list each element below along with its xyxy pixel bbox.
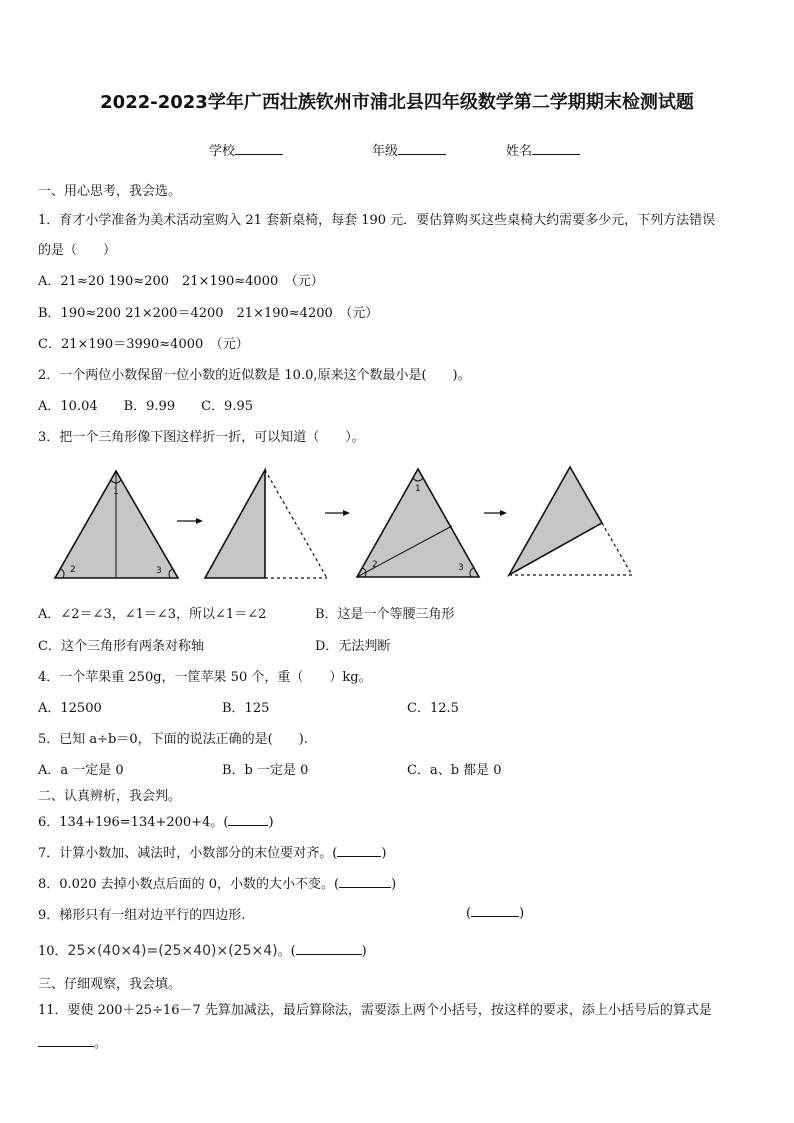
school-blank[interactable]	[235, 142, 283, 155]
q3-stem: 3．把一个三角形像下图这样折一折，可以知道（ ）。	[38, 430, 365, 445]
q11-stem-line1: 11．要使 200＋25÷16－7 先算加减法，最后算除法，需要添上两个小括号，按这样的要求，添上小括号后的算式是	[38, 1003, 712, 1018]
grade-label: 年级	[372, 144, 399, 159]
arrow-3-head	[500, 510, 507, 516]
q3-option-b[interactable]: B．这是一个等腰三角形	[315, 607, 455, 622]
q9-open-paren: (	[466, 906, 472, 921]
section-3-heading: 三、仔细观察，我会填。	[38, 977, 182, 992]
name-label: 姓名	[506, 144, 533, 159]
q7-text: 7．计算小数加、减法时，小数部分的末位要对齐。(	[38, 846, 338, 861]
triangle-3-label-3: 3	[458, 563, 464, 573]
q9-answer-blank[interactable]	[471, 904, 519, 917]
triangle-1-label-2: 2	[70, 565, 76, 575]
q1-option-c[interactable]: C．21×190＝3990≈4000 （元）	[38, 337, 249, 352]
q9-answer	[466, 904, 524, 921]
q10	[38, 940, 367, 959]
q6-answer-blank[interactable]	[228, 813, 268, 826]
q4-option-a[interactable]: A．12500	[38, 701, 102, 716]
q6	[38, 811, 274, 830]
grade-field	[372, 140, 446, 159]
q3-option-c[interactable]: C．这个三角形有两条对称轴	[38, 639, 204, 654]
triangle-3-label-1: 1	[415, 484, 421, 494]
q1-stem-line2: 的是（ ）	[38, 243, 117, 258]
q4-option-b[interactable]: B．125	[222, 701, 270, 716]
section-2-heading: 二、认真辨析，我会判。	[38, 789, 182, 804]
q9-close-paren: )	[519, 906, 525, 921]
q5-option-b[interactable]: B．b 一定是 0	[222, 763, 309, 778]
q8-text: 8．0.020 去掉小数点后面的 0，小数的大小不变。(	[38, 877, 340, 892]
triangle-2-dashed-edge	[265, 470, 327, 578]
q6-close-paren: )	[268, 815, 274, 830]
triangle-1-label-3: 3	[156, 566, 162, 576]
arrow-1-head	[196, 518, 203, 524]
q10-answer-blank[interactable]	[296, 942, 362, 955]
triangle-4-folded	[509, 467, 602, 575]
school-label: 学校	[209, 144, 236, 159]
triangle-4-dashed-edge	[602, 523, 632, 575]
q1-option-b[interactable]: B．190≈200 21×200＝4200 21×190≈4200 （元）	[38, 306, 379, 321]
section-1-heading: 一、用心思考，我会选。	[38, 184, 182, 199]
q10-expression: 25×(40×4)=(25×40)×(25×4)	[67, 943, 278, 959]
arrow-2-head	[343, 510, 350, 516]
q3-option-a[interactable]: A．∠2＝∠3，∠1＝∠3，所以∠1＝∠2	[38, 607, 267, 622]
q2-options[interactable]: A．10.04 B．9.99 C．9.95	[38, 399, 253, 414]
q8-answer-blank[interactable]	[339, 875, 391, 888]
q8-close-paren: )	[391, 877, 397, 892]
q11-answer-blank[interactable]	[38, 1034, 94, 1047]
q4-stem: 4．一个苹果重 250g，一筐苹果 50 个，重（ ）kg。	[38, 670, 372, 685]
q7-close-paren: )	[381, 846, 387, 861]
q10-tail: 。(	[277, 944, 296, 959]
q3-folding-diagram	[0, 455, 794, 590]
name-field	[506, 140, 580, 159]
q3-option-d[interactable]: D．无法判断	[315, 639, 391, 654]
q5-option-c[interactable]: C．a、b 都是 0	[407, 763, 502, 778]
page-title: 2022-2023学年广西壮族钦州市浦北县四年级数学第二学期期末检测试题	[100, 92, 694, 113]
q1-option-a[interactable]: A．21≈20 190≈200 21×190≈4000 （元）	[38, 274, 324, 289]
q6-text: 6．134+196=134+200+4。(	[38, 815, 229, 830]
q1-stem-line1: 1．育才小学准备为美术活动室购入 21 套新桌椅，每套 190 元．要估算购买这些桌椅大约需要多少元，下列方法错误	[38, 213, 716, 228]
q10-number: 10．	[38, 944, 68, 959]
q7	[38, 842, 386, 861]
q4-option-c[interactable]: C．12.5	[407, 701, 459, 716]
q7-answer-blank[interactable]	[337, 844, 381, 857]
triangle-1-label-1: 1	[113, 487, 119, 497]
q11-period: 。	[94, 1036, 108, 1051]
q5-stem: 5．已知 a÷b＝0，下面的说法正确的是( ).	[38, 732, 308, 747]
triangle-3-label-2: 2	[372, 560, 378, 570]
q11-stem-line2	[38, 1032, 107, 1051]
triangle-2-folded	[205, 470, 265, 578]
q2-stem: 2．一个两位小数保留一位小数的近似数是 10.0,原来这个数最小是( )。	[38, 368, 471, 383]
school-field	[209, 140, 283, 159]
q8	[38, 873, 396, 892]
q5-option-a[interactable]: A．a 一定是 0	[38, 763, 124, 778]
name-blank[interactable]	[532, 142, 580, 155]
q9-text: 9．梯形只有一组对边平行的四边形.	[38, 908, 246, 923]
q10-close-paren: )	[361, 944, 367, 959]
grade-blank[interactable]	[398, 142, 446, 155]
